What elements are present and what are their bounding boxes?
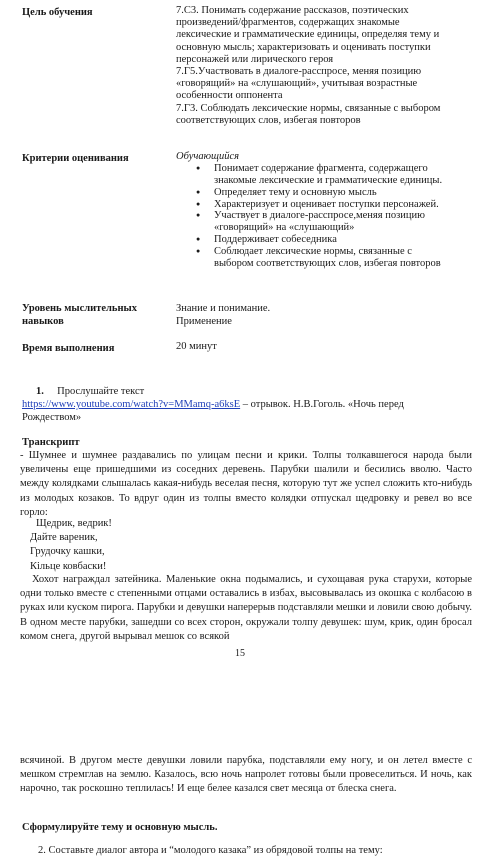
learning-goal-cell [176, 5, 472, 127]
verse-line: Кільце ковбаски! [30, 560, 107, 572]
document-page-2 [0, 742, 480, 854]
goal-line: произведений/фрагментов, содержащих знакомые [176, 17, 400, 29]
criteria-item [176, 187, 472, 199]
criteria-item [176, 234, 472, 246]
criteria-item [176, 246, 472, 270]
task-1-heading [36, 385, 144, 398]
task-number: 1. [36, 386, 44, 397]
thinking-skills-cell [176, 302, 472, 328]
verse-line: Щедрик, ведрик! [36, 518, 112, 529]
goal-line: соответствующих слов, избегая повторов [176, 114, 361, 126]
goal-line: персонажей или лирического героя [176, 53, 334, 65]
goal-line: 7.Г3. Соблюдать лексические нормы, связанные с выбором [176, 102, 441, 114]
criteria-list [176, 163, 472, 269]
criteria-item-line: ● Характеризует и оценивает поступки персонажей. [214, 198, 439, 210]
row-label-thinking-skills [22, 302, 137, 328]
duration-value: 20 минут [176, 341, 217, 352]
row-label-learning-goal: Цель обучения [22, 7, 93, 18]
page-gap [0, 672, 480, 742]
task-instruction-heading: Сформулируйте тему и основную мысль. [22, 822, 218, 833]
criteria-item-line: ● Понимает содержание фрагмента, содержащего [214, 163, 428, 175]
verse-line: Грудочку кашки, [30, 546, 105, 558]
criteria-item-line: ● Поддерживает собеседника [214, 233, 337, 245]
source-caption: – отрывок. Н.В.Гоголь. «Ночь перед [240, 399, 404, 410]
goal-line: лексические и грамматические единицы, определяя тему и [176, 29, 440, 41]
task-1-source-line [22, 398, 404, 411]
transcript-heading: Транскрипт [22, 437, 80, 448]
criteria-item [176, 199, 472, 211]
criteria-item-line: знакомые лексические и грамматические единицы. [214, 175, 443, 186]
transcript-paragraph-1: - Шумнее и шумнее раздавались по улицам песни и крики. Толпы толкавшегося народа были увеличены еще пришедшими из соседних деревень. Парубки шалили и бесились вволю. Часто между колядками слышалась какая-нибудь веселая песня, которую тут же успел сложить кто-нибудь из молодых козаков. То вдруг один из толпы вместо колядки отпускал щедровку и ревел во все горло: [20, 450, 472, 518]
row-label-line: Уровень мыслительных [22, 303, 137, 314]
goal-line: основную мысль; характеризовать и оценивать поступки [176, 41, 431, 53]
criteria-item-line: ● Соблюдает лексические нормы, связанные с [214, 245, 412, 257]
criteria-item [176, 163, 472, 187]
youtube-link[interactable]: https://www.youtube.com/watch?v=MMamq-a6ksE [22, 399, 241, 410]
goal-line: 7.Г5.Участвовать в диалоге-расспросе, меняя позицию [176, 66, 422, 78]
criteria-item [176, 210, 472, 234]
goal-line: особенности оппонента [176, 90, 283, 102]
verse-block [20, 517, 112, 574]
criteria-item-line: ● Участвует в диалоге-расспросе,меняя позицию [214, 210, 425, 222]
transcript-paragraph-3: всячиной. В другом месте девушки ловили парубка, подставляли ему ногу, и он летел вместе с мешком стремглав на землю. Казалось, всю ночь напролет готовы были провеселиться. И ночь, как нарочно, так роскошно теплилась! И еще белее казался свет месяца от блеска снега. [20, 755, 472, 795]
skills-line: Применение [176, 316, 232, 327]
source-caption-cont: Рождеством» [22, 412, 82, 423]
criteria-item-line: ● Определяет тему и основную мысль [214, 186, 377, 198]
task-2-partial: 2. Составьте диалог автора и “молодого казака” из обрядовой толпы на тему: [38, 845, 383, 856]
verse-line: Дайте вареник, [30, 532, 98, 544]
criteria-item-line: «говорящий» на «слушающий» [214, 222, 355, 234]
row-label-line: навыков [22, 316, 64, 327]
row-label-criteria: Критерии оценивания [22, 153, 129, 164]
page-number: 15 [235, 648, 245, 659]
skills-line: Знание и понимание. [176, 303, 271, 314]
transcript-paragraph-2: Хохот награждал затейника. Маленькие окна подымались, и сухощавая рука старухи, которые одни только вместе с степенными отцами оставались в избах, высовывалась из окошка с колбасою в руках или куском пирога. Парубки и девушки наперерыв подставляли мешки и ловили свою добычу. В одном месте парубки, зашедши со всех сторон, окружали толпу девушек: шум, крик, один бросал комом снега, другой вырывал мешок со всякой [20, 574, 472, 642]
criteria-item-line: выбором соответствующих слов, избегая повторов [214, 257, 441, 269]
criteria-cell [176, 151, 472, 269]
row-label-duration: Время выполнения [22, 343, 115, 354]
criteria-heading: Обучающийся [176, 151, 240, 162]
goal-line: «говорящий» на «слушающий», учитывая возрастные [176, 78, 418, 90]
task-1-text: Прослушайте текст [57, 386, 145, 397]
goal-line: 7.С3. Понимать содержание рассказов, поэтических [176, 5, 409, 16]
